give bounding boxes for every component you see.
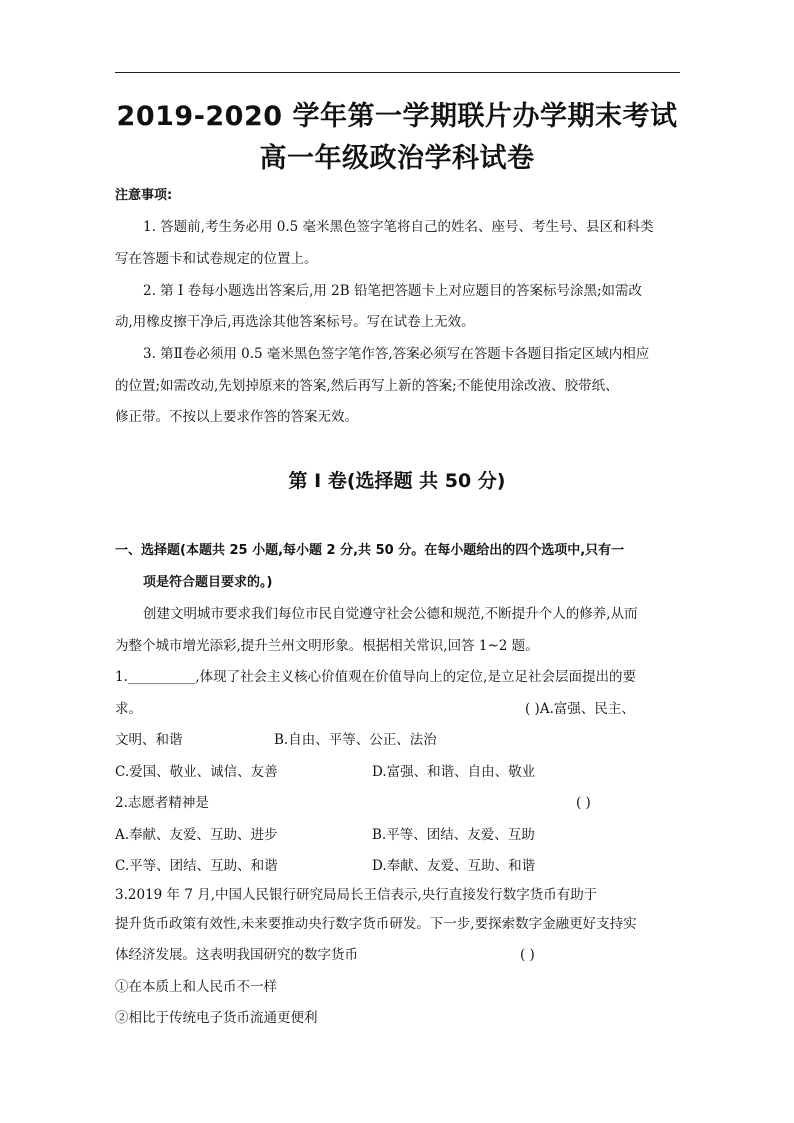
q1-option-d: D.富强、和谐、自由、敬业 xyxy=(372,764,536,780)
q2-option-c: C.平等、团结、互助、和谐 xyxy=(115,858,278,874)
notice-item-3-line-1: 3. 第Ⅱ卷必须用 0.5 毫米黑色签字笔作答,答案必须写在答题卡各题目指定区域内相应 xyxy=(143,346,650,362)
notice-heading: 注意事项: xyxy=(115,188,173,203)
q2-option-a: A.奉献、友爱、互助、进步 xyxy=(115,827,278,843)
notice-item-2-line-2: 动,用橡皮擦干净后,再选涂其他答案标号。写在试卷上无效。 xyxy=(115,314,475,330)
q3-stem-line-1: 3.2019 年 7 月,中国人民银行研究局局长王信表示,央行直接发行数字货币有助于 xyxy=(115,887,598,903)
q3-stem-line-3: 体经济发展。这表明我国研究的数字货币 xyxy=(115,947,358,963)
q3-option-2: ②相比于传统电子货币流通更便利 xyxy=(115,1010,318,1026)
intro-line-2: 为整个城市增光添彩,提升兰州文明形象。根据相关常识,回答 1~2 题。 xyxy=(115,638,539,654)
q1-option-c: C.爱国、敬业、诚信、友善 xyxy=(115,764,278,780)
q1-stem-line-1: 1.__________,体现了社会主义核心价值观在价值导向上的定位,是立足社会层面提出的要 xyxy=(115,669,636,685)
exam-title: 2019-2020 学年第一学期联片办学期末考试 xyxy=(116,101,678,132)
section-instruction-line-2: 项是符合题目要求的。) xyxy=(143,575,273,590)
notice-item-3-line-3: 修正带。不按以上要求作答的答案无效。 xyxy=(115,409,358,425)
q3-answer-paren: ( ) xyxy=(520,947,535,963)
notice-item-2-line-1: 2. 第 I 卷每小题选出答案后,用 2B 铅笔把答题卡上对应题目的答案标号涂黑;如需改 xyxy=(143,283,643,299)
exam-subtitle: 高一年级政治学科试卷 xyxy=(259,143,535,174)
q3-option-1: ①在本质上和人民币不一样 xyxy=(115,979,277,995)
notice-item-3-line-2: 的位置;如需改动,先划掉原来的答案,然后再写上新的答案;不能使用涂改液、胶带纸、 xyxy=(115,378,619,394)
q2-option-d: D.奉献、友爱、互助、和谐 xyxy=(372,858,536,874)
q2-option-b: B.平等、团结、友爱、互助 xyxy=(372,827,535,843)
notice-item-1-line-2: 写在答题卡和试卷规定的位置上。 xyxy=(115,251,318,267)
header-rule xyxy=(115,72,680,73)
section-title: 第 I 卷(选择题 共 50 分) xyxy=(288,470,506,492)
q1-stem-line-2: 求。 xyxy=(115,701,142,717)
notice-item-1-line-1: 1. 答题前,考生务必用 0.5 毫米黑色签字笔将自己的姓名、座号、考生号、县区和科类 xyxy=(143,219,654,235)
intro-line-1: 创建文明城市要求我们每位市民自觉遵守社会公德和规范,不断提升个人的修养,从而 xyxy=(143,606,638,622)
q3-stem-line-2: 提升货币政策有效性,未来要推动央行数字货币研发。下一步,要探索数字金融更好支持实 xyxy=(115,916,637,932)
section-instruction-line-1: 一、选择题(本题共 25 小题,每小题 2 分,共 50 分。在每小题给出的四个选项中,只有一 xyxy=(115,543,625,558)
q1-option-b: B.自由、平等、公正、法治 xyxy=(274,732,437,748)
q2-stem: 2.志愿者精神是 xyxy=(115,795,209,811)
q1-option-a-cont: 文明、和谐 xyxy=(115,732,183,748)
q1-answer-paren-option-a: ( )A.富强、民主、 xyxy=(525,701,635,717)
q2-answer-paren: ( ) xyxy=(576,795,591,811)
